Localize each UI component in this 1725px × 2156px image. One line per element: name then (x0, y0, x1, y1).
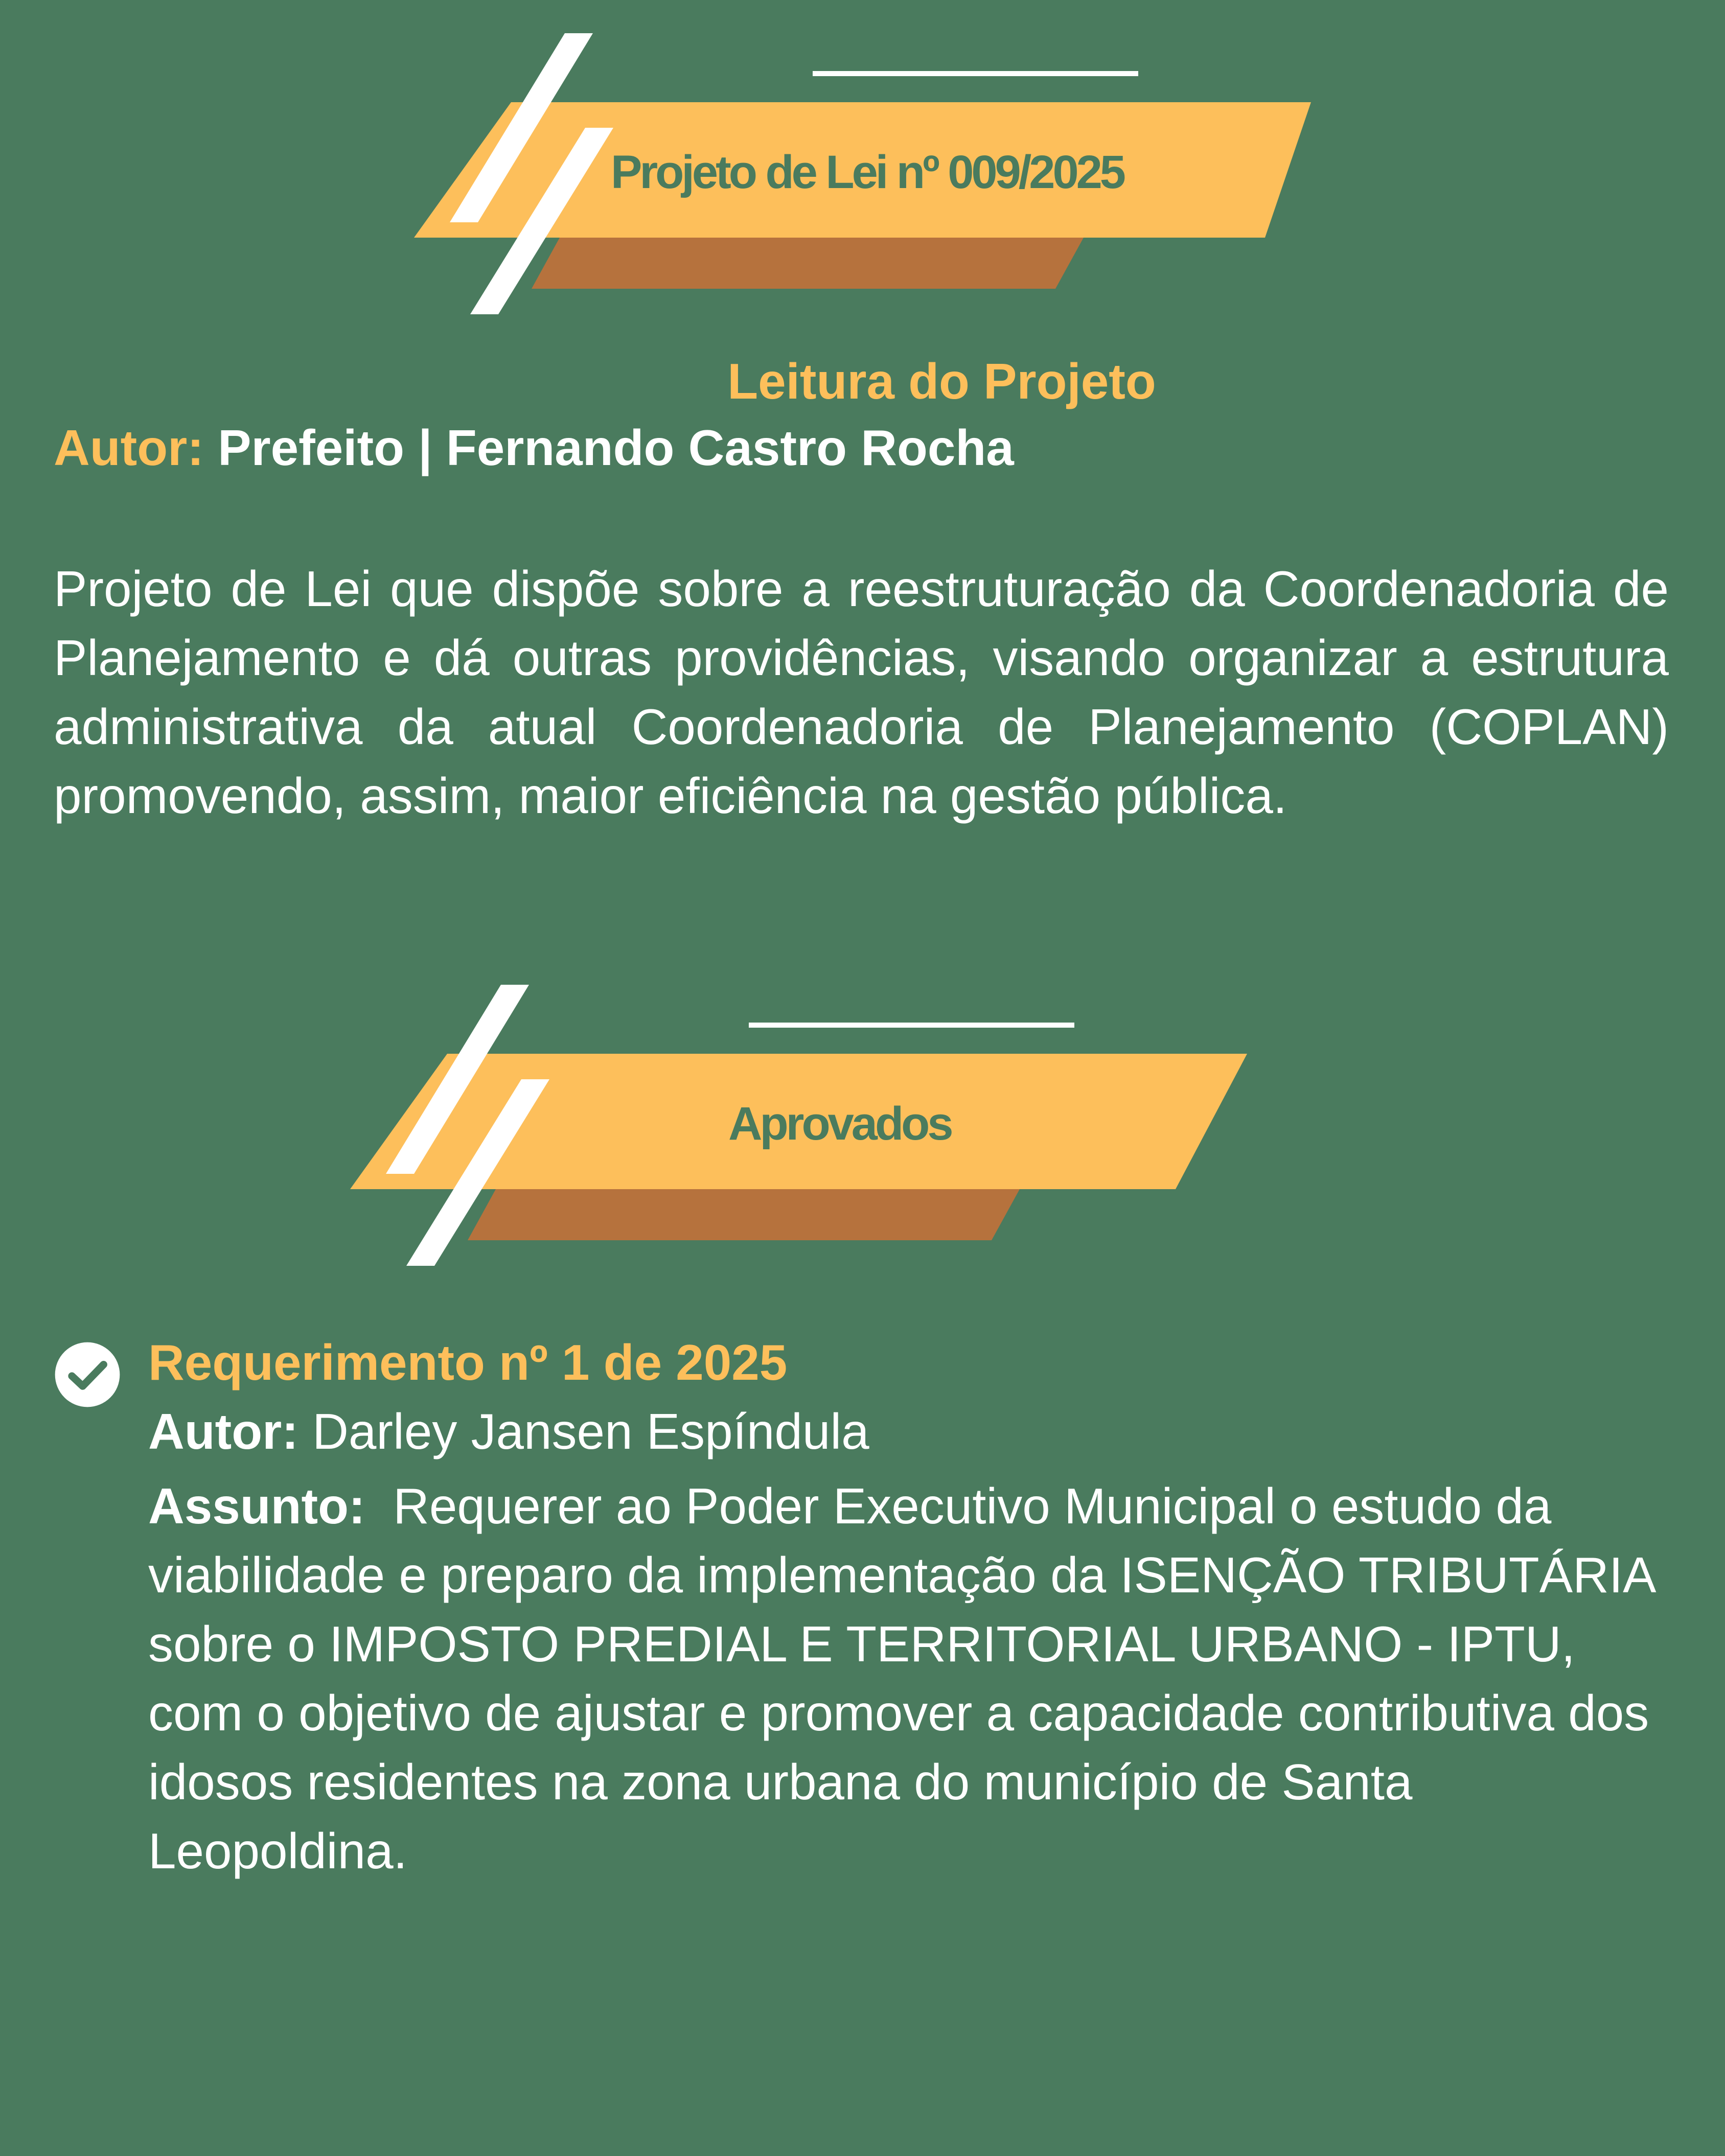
approved-banner (0, 952, 1725, 1238)
item-subject (148, 1472, 1671, 1886)
bill-number-badge: Projeto de Lei nº 009/2025 (611, 146, 1123, 198)
item-title: Requerimento nº 1 de 2025 (148, 1334, 788, 1390)
bill-banner (0, 0, 1725, 286)
bill-description: Projeto de Lei que dispõe sobre a reestruturação da Coordenadoria de Planejamento e dá outras providências, visando organizar a estrutura administrativa da atual Coordenadoria de Planejamento (COPLAN) promovendo, assim, maior eficiência na gestão pública. (54, 561, 1669, 824)
item-author-value: Darley Jansen Espíndula (312, 1403, 869, 1459)
item-author (148, 1403, 869, 1460)
author-value: Prefeito | Fernando Castro Rocha (218, 420, 1014, 476)
item-subject-value: Requerer ao Poder Executivo Municipal o estudo da viabilidade e preparo da implementação da ISENÇÃO TRIBUTÁRIA sobre o IMPOSTO PREDIAL E TERRITORIAL URBANO - IPTU, com o objetivo de ajustar e promover a capacidade contributiva dos idosos residentes na zona urbana do município de Santa Leopoldina. (148, 1478, 1654, 1879)
check-circle-icon (54, 1341, 121, 1408)
reading-author (54, 419, 1014, 477)
reading-section-label: Leitura do Projeto (727, 353, 1156, 409)
approved-badge: Aprovados (728, 1098, 951, 1150)
item-subject-key: Assunto: (148, 1478, 365, 1534)
item-author-key: Autor: (148, 1403, 298, 1459)
author-key: Autor: (54, 420, 204, 476)
